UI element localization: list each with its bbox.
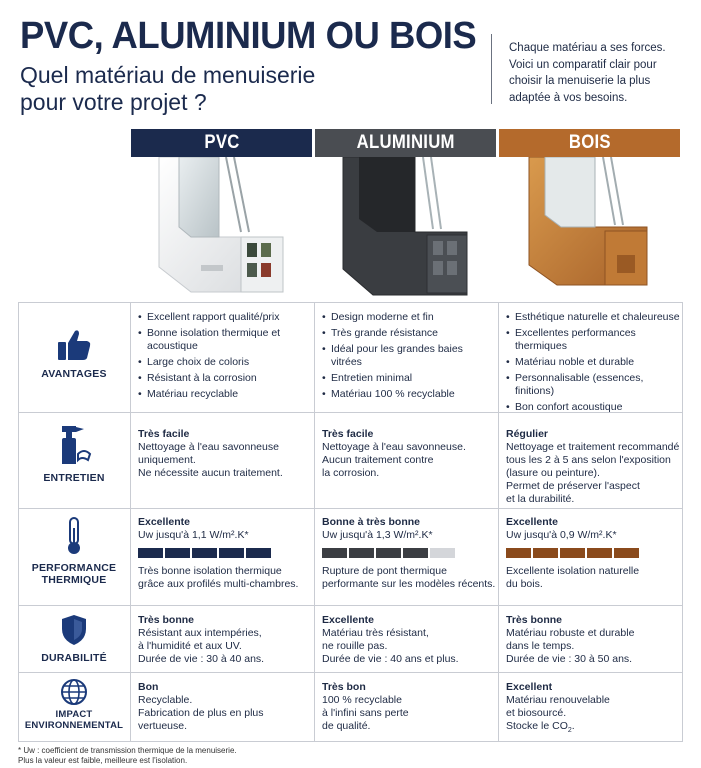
intro-line: Voici un comparatif clair pour (509, 58, 657, 71)
cell-line: Recyclable. (138, 694, 193, 706)
grid-line (18, 508, 682, 509)
cell-impact-aluminium (322, 681, 494, 733)
list-item: • Matériau noble et durable (506, 356, 680, 369)
grid-line (682, 302, 683, 742)
cell-heading: Très bon (322, 681, 366, 693)
rating-segment (376, 548, 401, 558)
cell-line: 100 % recyclable (322, 694, 402, 706)
page-subtitle (20, 62, 440, 116)
thumbs-up-icon (56, 328, 92, 362)
row-label-avantages: AVANTAGES (18, 328, 130, 380)
list-item: • Matériau recyclable (138, 388, 310, 401)
cell-line: à l'humidité et aux UV. (138, 640, 242, 652)
list-item: • Bon confort acoustique (506, 401, 680, 414)
cell-line: Durée de vie : 30 à 50 ans. (506, 653, 633, 665)
page-title: PVC, ALUMINIUM OU BOIS (20, 15, 477, 57)
cell-heading: Bon (138, 681, 159, 693)
cell-line: du bois. (506, 578, 543, 590)
cell-entretien-bois (506, 428, 682, 506)
uw-value: Uw jusqu'à 1,1 W/m².K* (138, 529, 249, 541)
cell-entretien-pvc (138, 428, 310, 480)
cell-line: Très bonne isolation thermique (138, 565, 282, 577)
cell-line: Aucun traitement contre (322, 454, 434, 466)
cell-entretien-aluminium (322, 428, 494, 480)
cell-line: uniquement. (138, 454, 196, 466)
column-header-bois: BOIS (499, 129, 680, 157)
subtitle-line: pour votre projet ? (20, 89, 207, 115)
list-item: • Bonne isolation thermique et acoustique (138, 327, 310, 353)
rating-segment (587, 548, 612, 558)
pvc-window-profile-image (131, 157, 312, 302)
cell-line: et biosourcé. (506, 707, 567, 719)
cell-performance-aluminium (322, 516, 496, 591)
grid-line (18, 741, 682, 742)
list-item: • Excellent rapport qualité/prix (138, 311, 310, 324)
rating-segment (614, 548, 639, 558)
cell-line: Durée de vie : 30 à 40 ans. (138, 653, 265, 665)
column-header-aluminium: ALUMINIUM (315, 129, 496, 157)
cell-line: et la durabilité. (506, 493, 575, 505)
cell-line: à l'infini sans perte (322, 707, 409, 719)
rating-segment (560, 548, 585, 558)
cell-line: Nettoyage à l'eau savonneuse. (322, 441, 466, 453)
cell-line: Matériau renouvelable (506, 694, 610, 706)
cell-durabilite-pvc (138, 614, 310, 666)
rating-bar (322, 548, 496, 558)
cell-line: (lasure ou peinture). (506, 467, 600, 479)
cell-line: Stocke le $CO_2$. (506, 720, 575, 735)
cell-heading: Excellente (322, 614, 374, 626)
rating-bar (506, 548, 680, 558)
rating-segment (430, 548, 455, 558)
cell-line: Nettoyage à l'eau savonneuse (138, 441, 279, 453)
rating-segment (349, 548, 374, 558)
bois-window-profile-image (499, 157, 680, 302)
subtitle-line: Quel matériau de menuiserie (20, 62, 316, 88)
rating-segment (403, 548, 428, 558)
intro-line: choisir la menuiserie la plus (509, 75, 651, 87)
footnote-line: * Uw : coefficient de transmission thermique de la menuiserie. (18, 746, 237, 755)
intro-line: Chaque matériau a ses forces. (509, 42, 666, 54)
cell-durabilite-bois (506, 614, 678, 666)
grid-line (130, 302, 131, 742)
cell-heading: Excellente (138, 516, 190, 528)
shield-icon (60, 614, 88, 646)
rating-segment (165, 548, 190, 558)
footnote (18, 746, 237, 766)
cell-avantages-aluminium (322, 311, 494, 404)
cell-line: de qualité. (322, 720, 371, 732)
cell-line: Permet de préserver l'aspect (506, 480, 640, 492)
grid-line (18, 605, 682, 606)
cell-durabilite-aluminium (322, 614, 494, 666)
grid-line (18, 302, 682, 303)
cell-line: Fabrication de plus en plus (138, 707, 264, 719)
row-label-impact: IMPACT ENVIRONNEMENTAL (18, 678, 130, 731)
cell-line: Résistant aux intempéries, (138, 627, 262, 639)
cell-impact-pvc (138, 681, 310, 733)
cell-heading: Excellente (506, 516, 558, 528)
cell-line: Matériau très résistant, (322, 627, 429, 639)
rating-segment (192, 548, 217, 558)
rating-segment (506, 548, 531, 558)
grid-line (18, 672, 682, 673)
uw-value: Uw jusqu'à 0,9 W/m².K* (506, 529, 617, 541)
rating-segment (322, 548, 347, 558)
cell-heading: Très facile (322, 428, 374, 440)
cell-heading: Très bonne (138, 614, 195, 626)
cell-line: Nettoyage et traitement recommandé (506, 441, 680, 453)
list-item: • Entretien minimal (322, 372, 494, 385)
cell-line: la corrosion. (322, 467, 380, 479)
row-label-entretien: ENTRETIEN (18, 424, 130, 484)
list-item: • Idéal pour les grandes baies vitrées (322, 343, 494, 369)
rating-bar (138, 548, 310, 558)
cell-line: Excellente isolation naturelle (506, 565, 640, 577)
list-item: • Résistant à la corrosion (138, 372, 310, 385)
cell-line: Matériau robuste et durable (506, 627, 635, 639)
list-item: • Très grande résistance (322, 327, 494, 340)
list-item: • Design moderne et fin (322, 311, 494, 324)
cell-heading: Bonne à très bonne (322, 516, 421, 528)
list-item: • Esthétique naturelle et chaleureuse (506, 311, 680, 324)
list-item: • Excellentes performances thermiques (506, 327, 680, 353)
intro-line: adaptée à vos besoins. (509, 91, 628, 104)
cell-line: performante sur les modèles récents. (322, 578, 496, 590)
spray-bottle-icon (54, 424, 94, 466)
cell-heading: Excellent (506, 681, 553, 693)
intro-divider (491, 34, 492, 104)
cell-avantages-pvc (138, 311, 310, 404)
cell-line: vertueuse. (138, 720, 188, 732)
cell-performance-bois (506, 516, 680, 591)
grid-line (498, 302, 499, 742)
cell-impact-bois (506, 681, 678, 737)
globe-icon (60, 678, 88, 706)
cell-line: Rupture de pont thermique (322, 565, 447, 577)
aluminium-window-profile-image (315, 157, 496, 302)
cell-line: Durée de vie : 40 ans et plus. (322, 653, 459, 665)
intro-text (509, 40, 699, 106)
cell-line: tous les 2 à 5 ans selon l'exposition (506, 454, 671, 466)
cell-line: ne rouille pas. (322, 640, 388, 652)
column-header-pvc: PVC (131, 129, 312, 157)
rating-segment (246, 548, 271, 558)
grid-line (314, 302, 315, 742)
list-item: • Matériau 100 % recyclable (322, 388, 494, 401)
cell-avantages-bois (506, 311, 680, 417)
cell-line: dans le temps. (506, 640, 575, 652)
cell-heading: Régulier (506, 428, 549, 440)
rating-segment (219, 548, 244, 558)
footnote-line: Plus la valeur est faible, meilleure est l'isolation. (18, 756, 188, 765)
row-label-performance: PERFORMANCE THERMIQUE (18, 516, 130, 586)
cell-line: grâce aux profilés multi-chambres. (138, 578, 299, 590)
cell-heading: Très bonne (506, 614, 563, 626)
uw-value: Uw jusqu'à 1,3 W/m².K* (322, 529, 433, 541)
rating-segment (138, 548, 163, 558)
cell-line: Ne nécessite aucun traitement. (138, 467, 283, 479)
cell-performance-pvc (138, 516, 310, 591)
cell-heading: Très facile (138, 428, 190, 440)
rating-segment (533, 548, 558, 558)
list-item: • Personnalisable (essences, finitions) (506, 372, 680, 398)
thermometer-icon (64, 516, 84, 556)
list-item: • Large choix de coloris (138, 356, 310, 369)
row-label-durabilite: DURABILITÉ (18, 614, 130, 664)
